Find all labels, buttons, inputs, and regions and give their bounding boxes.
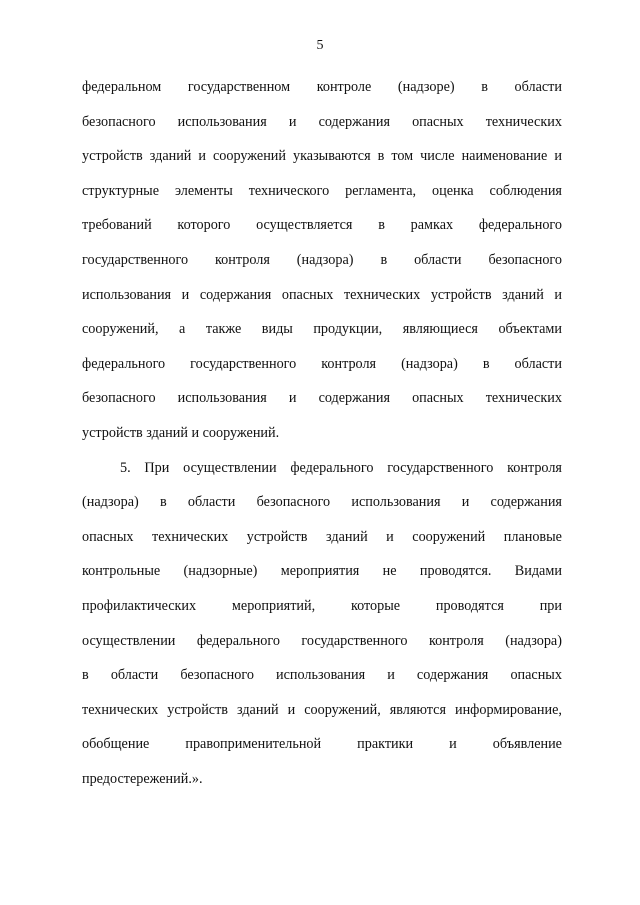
text-line — [82, 733, 562, 768]
word: использования — [82, 286, 172, 303]
text-line: предостережений.». — [82, 770, 203, 787]
word: элементы — [174, 182, 233, 199]
word: области — [414, 251, 462, 268]
word: государственного — [387, 459, 494, 476]
text-line — [82, 595, 562, 630]
word: содержания — [416, 667, 489, 684]
word: области — [514, 79, 562, 95]
text-line — [82, 387, 562, 422]
word: При — [144, 459, 170, 476]
word: безопасного — [82, 390, 156, 407]
word: объявление — [492, 736, 562, 753]
word: сооружений, — [82, 321, 159, 338]
word: содержания — [318, 390, 390, 407]
word: федеральном — [82, 79, 162, 95]
word: требований — [82, 217, 152, 234]
paragraph-clause-5 — [82, 457, 562, 803]
text-line — [82, 76, 562, 111]
word: осуществлении — [183, 459, 277, 476]
word: и — [461, 494, 470, 511]
text-line — [82, 664, 562, 699]
word: и — [181, 286, 190, 303]
word: оценка — [432, 182, 474, 199]
word: устройств — [82, 148, 143, 165]
word: устройств — [430, 286, 492, 303]
word: в — [378, 217, 385, 234]
word: опасных — [412, 390, 464, 407]
text-line — [82, 699, 562, 734]
word: и — [288, 113, 297, 130]
word: федерального — [290, 459, 374, 476]
word: и — [386, 528, 394, 545]
text-line — [82, 214, 562, 249]
word: сооружений — [412, 528, 486, 545]
word: использования — [276, 667, 366, 684]
word: федерального — [478, 217, 562, 234]
word: (надзора) — [401, 355, 458, 372]
word: безопасного — [256, 494, 331, 511]
word: федерального — [196, 632, 280, 649]
paragraph-continuation — [82, 76, 562, 457]
word: содержания — [490, 494, 562, 511]
word: безопасного — [180, 667, 254, 684]
word: государственного — [190, 355, 297, 372]
word: практики — [357, 736, 414, 753]
text-line — [82, 457, 562, 492]
word: рамках — [410, 217, 454, 234]
word: контрольные — [82, 563, 161, 580]
word: соблюдения — [489, 182, 562, 199]
word: государственного — [82, 251, 189, 268]
text-line — [82, 145, 562, 180]
word: и — [387, 667, 395, 684]
page-number: 5 — [316, 38, 324, 53]
word: при — [539, 597, 562, 614]
word: регламента, — [345, 182, 417, 199]
word: также — [205, 321, 242, 338]
word: и — [198, 148, 206, 165]
word: указываются — [293, 148, 371, 165]
word: области — [187, 494, 236, 511]
word: продукции, — [313, 321, 383, 338]
word: государственного — [301, 632, 408, 649]
word: контроля — [428, 632, 484, 649]
text-line: устройств зданий и сооружений. — [82, 424, 280, 441]
word: устройств — [246, 528, 308, 545]
word: федерального — [82, 355, 166, 372]
word: в — [481, 79, 488, 95]
text-line — [82, 630, 562, 665]
word: плановые — [503, 528, 562, 545]
word: безопасного — [82, 113, 156, 130]
word: объектами — [498, 321, 562, 338]
word: безопасного — [488, 251, 562, 268]
document-body — [82, 76, 562, 802]
word: в — [377, 148, 385, 165]
text-line — [82, 318, 562, 353]
word: (надзоре) — [397, 79, 455, 95]
word: в — [82, 667, 89, 684]
word: (надзора) — [505, 632, 562, 649]
word: не — [382, 563, 397, 580]
word: технических — [485, 390, 562, 407]
word: сооружений — [213, 148, 286, 165]
word: (надзора) — [82, 494, 139, 511]
word: контроля — [507, 459, 562, 476]
word: структурные — [82, 182, 159, 199]
word: содержания — [199, 286, 272, 303]
word: использования — [351, 494, 441, 511]
text-line — [82, 249, 562, 284]
word: зданий — [502, 286, 544, 303]
word: устройств — [167, 701, 228, 718]
word: правоприменительной — [185, 736, 322, 753]
word: и — [554, 148, 562, 165]
word: в — [482, 355, 490, 372]
text-line — [82, 111, 562, 146]
word: мероприятий, — [231, 597, 316, 614]
word: использования — [177, 390, 267, 407]
text-line — [82, 491, 562, 526]
word: опасных — [510, 667, 562, 684]
word: том — [391, 148, 414, 165]
word: числе — [420, 148, 455, 165]
word: являющиеся — [402, 321, 478, 338]
word: профилактических — [82, 597, 197, 614]
word: технических — [152, 528, 229, 545]
word: 5. — [120, 459, 131, 476]
word: и — [287, 701, 296, 718]
word: мероприятия — [280, 563, 360, 580]
word: технического — [248, 182, 330, 199]
word: технических — [82, 701, 159, 718]
word: (надзорные) — [183, 563, 258, 580]
word: (надзора) — [296, 251, 354, 268]
text-line — [82, 353, 562, 388]
word: технических — [343, 286, 421, 303]
word: виды — [261, 321, 293, 338]
word: зданий — [236, 701, 279, 718]
word: информирование, — [454, 701, 562, 718]
word: зданий — [149, 148, 192, 165]
word: использования — [177, 113, 267, 130]
word: осуществлении — [82, 632, 176, 649]
word: Видами — [514, 563, 562, 580]
word: проводятся. — [419, 563, 492, 580]
word: контроля — [321, 355, 377, 372]
word: являются — [389, 701, 446, 718]
word: осуществляется — [256, 217, 353, 234]
word: и — [449, 736, 457, 753]
word: в — [159, 494, 167, 511]
word: которого — [177, 217, 231, 234]
word: контроля — [215, 251, 270, 268]
text-line — [82, 526, 562, 561]
word: наименование — [461, 148, 548, 165]
word: проводятся — [435, 597, 504, 614]
word: области — [514, 355, 562, 372]
word: опасных — [281, 286, 334, 303]
word: в — [380, 251, 388, 268]
word: и — [554, 286, 562, 303]
word: содержания — [318, 113, 390, 130]
word: области — [110, 667, 159, 684]
text-line — [82, 560, 562, 595]
word: которые — [350, 597, 401, 614]
text-line — [82, 284, 562, 319]
word: а — [179, 321, 186, 338]
word: опасных — [82, 528, 134, 545]
word: и — [288, 390, 297, 407]
word: технических — [485, 113, 562, 130]
word: зданий — [326, 528, 368, 545]
word: опасных — [412, 113, 464, 130]
word: контроле — [316, 79, 372, 95]
text-line — [82, 180, 562, 215]
word: государственном — [187, 79, 291, 95]
word: сооружений, — [304, 701, 381, 718]
word: обобщение — [82, 736, 150, 753]
